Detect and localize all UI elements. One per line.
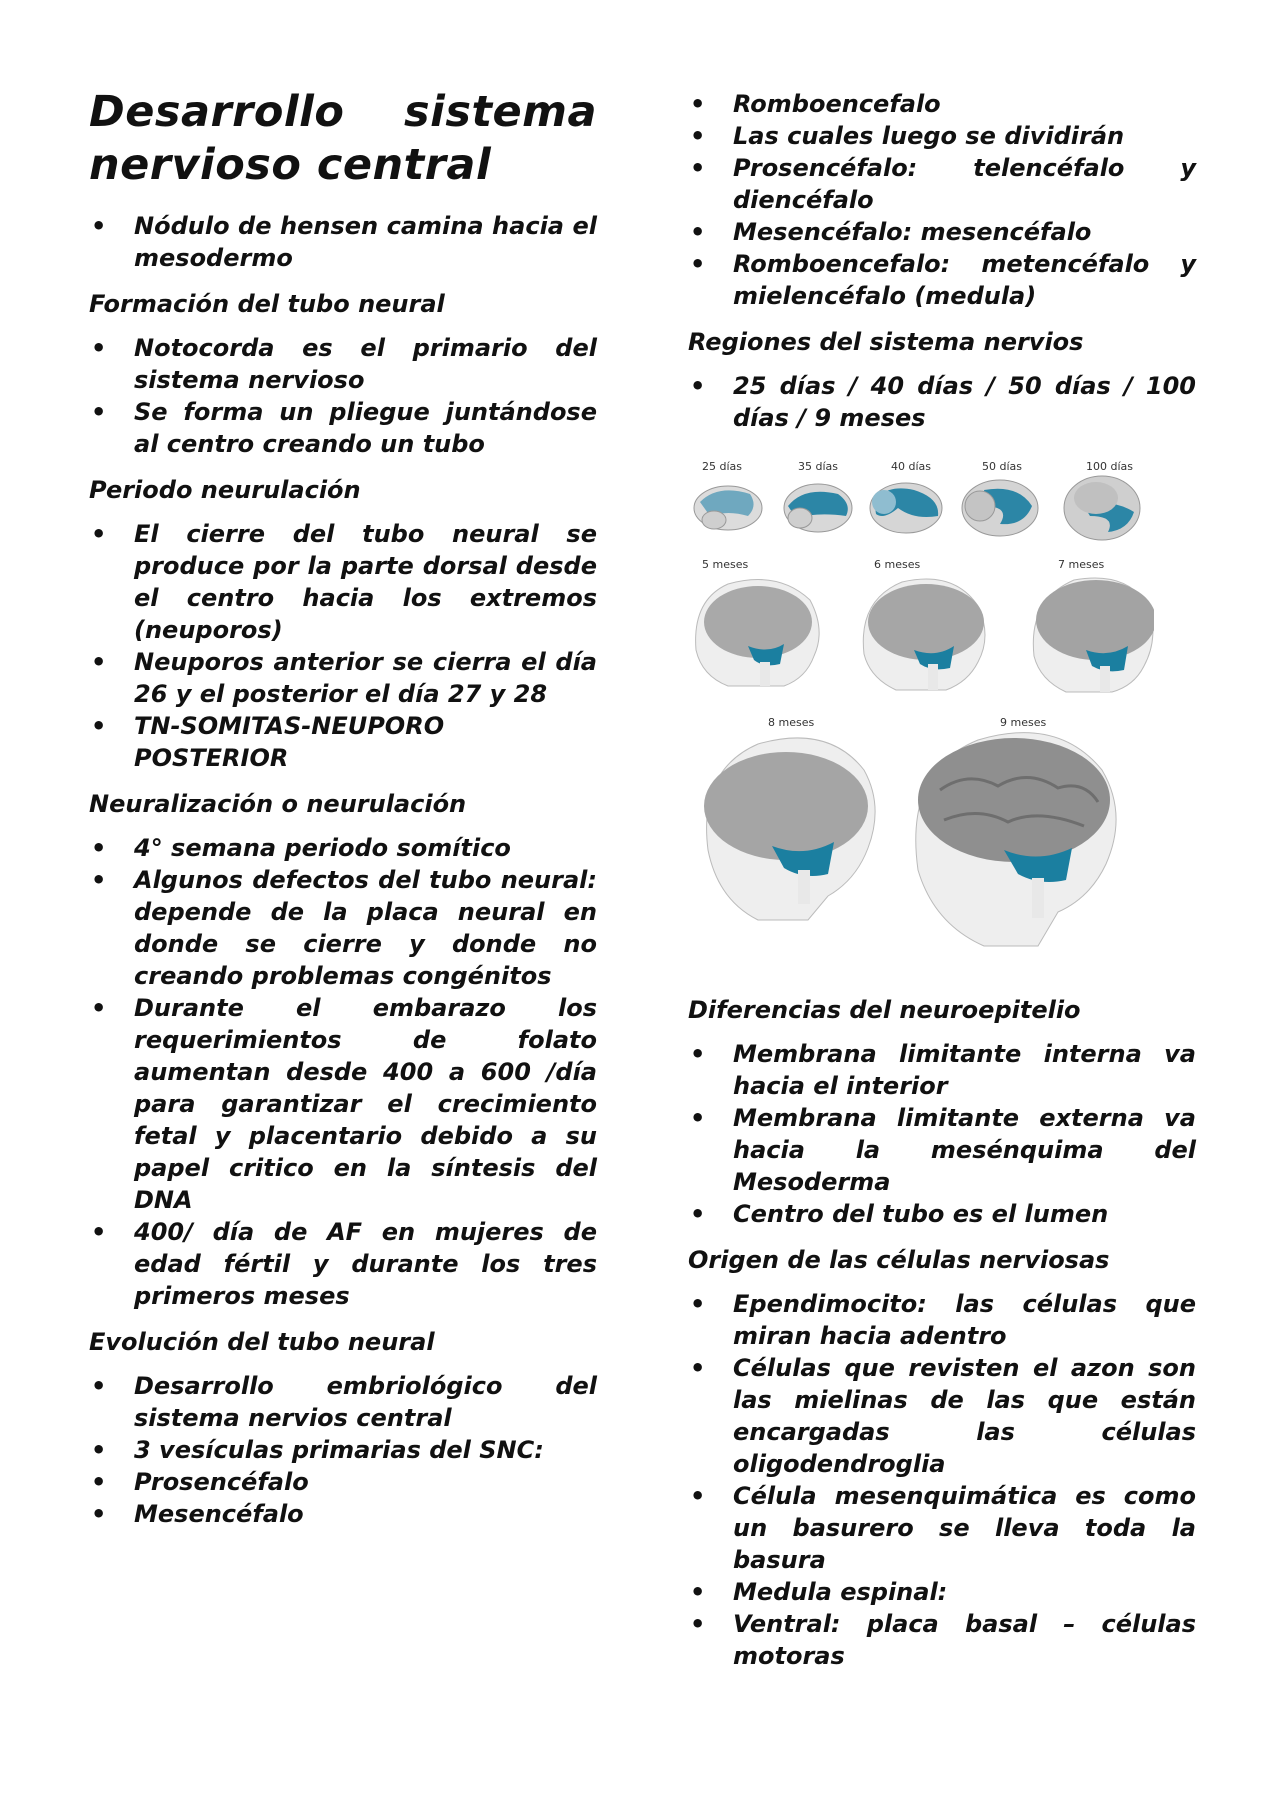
section-heading: Formación del tubo neural <box>89 290 445 318</box>
figure-label: 40 días <box>891 460 932 473</box>
list-item: • El cierre del tubo neural se produce por la parte dorsal desde el centro hacia los extremos (neuporos) <box>91 520 597 644</box>
vesicles-list <box>688 88 1196 312</box>
list-item: • Membrana limitante externa va hacia la mesénquima del Mesoderma <box>690 1104 1196 1196</box>
list-item: • Membrana limitante interna va hacia el interior <box>690 1040 1196 1100</box>
page-title <box>89 86 597 192</box>
list-item: • Durante el embarazo los requerimientos de folato aumentan desde 400 a 600 /día para garantizar el crecimiento fetal y placentario debido a su papel critico en la síntesis del DNA <box>91 994 597 1214</box>
list-item: • 25 días / 40 días / 50 días / 100 días / 9 meses <box>690 372 1196 432</box>
figure-label: 6 meses <box>874 558 921 571</box>
section-heading: Origen de las células nerviosas <box>688 1246 1110 1274</box>
intro-list <box>89 210 597 274</box>
section-heading: Evolución del tubo neural <box>89 1328 435 1356</box>
brain-development-illustration <box>688 450 1154 970</box>
section-list <box>89 518 597 774</box>
title-line-1: Desarrollo sistema <box>89 87 597 137</box>
figure-label: 35 días <box>798 460 839 473</box>
list-item: • Centro del tubo es el lumen <box>690 1200 1109 1228</box>
list-item: • Ventral: placa basal – células motoras <box>690 1610 1196 1670</box>
right-column <box>688 88 1196 1686</box>
head-8-meses <box>704 738 875 920</box>
figure-label: 25 días <box>702 460 743 473</box>
list-item: • Romboencefalo <box>690 90 941 118</box>
list-item: • 400/ día de AF en mujeres de edad fértil y durante los tres primeros meses <box>91 1218 597 1310</box>
section-heading: Diferencias del neuroepitelio <box>688 996 1081 1024</box>
list-item: • Ependimocito: las células que miran hacia adentro <box>690 1290 1196 1350</box>
figure-label: 50 días <box>982 460 1023 473</box>
list-item: • Prosencéfalo: telencéfalo y diencéfalo <box>690 154 1196 214</box>
list-item: • TN-SOMITAS-NEUPORO POSTERIOR <box>91 712 445 772</box>
head-7-meses <box>1033 578 1154 692</box>
embryo-50-dias <box>962 480 1038 536</box>
title-line-2: nervioso central <box>89 140 492 190</box>
embryo-35-dias <box>784 484 852 532</box>
embryo-100-dias <box>1064 476 1140 540</box>
list-item: • Notocorda es el primario del sistema nervioso <box>91 334 597 394</box>
list-item: • Romboencefalo: metencéfalo y mielencéfalo (medula) <box>690 250 1196 310</box>
section-heading: Periodo neurulación <box>89 476 361 504</box>
section-heading: Neuralización o neurulación <box>89 790 467 818</box>
figure-label: 100 días <box>1086 460 1134 473</box>
embryo-25-dias <box>694 486 762 530</box>
list-item: • Medula espinal: <box>690 1578 948 1606</box>
figure-label: 9 meses <box>1000 716 1047 729</box>
head-5-meses <box>696 580 820 686</box>
figure-label: 7 meses <box>1058 558 1105 571</box>
left-column <box>89 86 597 1544</box>
head-6-meses <box>863 579 985 690</box>
brain-development-figure <box>688 450 1154 970</box>
list-item: • Células que revisten el azon son las mielinas de las que están encargadas las células oligodendroglia <box>690 1354 1196 1478</box>
figure-label: 5 meses <box>702 558 749 571</box>
section-list <box>89 332 597 460</box>
list-item: • Desarrollo embriológico del sistema nervios central <box>91 1372 597 1432</box>
list-item: • Algunos defectos del tubo neural: depende de la placa neural en donde se cierre y donde no creando problemas congénitos <box>91 866 597 990</box>
list-item: • Nódulo de hensen camina hacia el mesodermo <box>91 212 597 272</box>
list-item: • Mesencéfalo: mesencéfalo <box>690 218 1092 246</box>
list-item: • Célula mesenquimática es como un basurero se lleva toda la basura <box>690 1482 1196 1574</box>
list-item: • Se forma un pliegue juntándose al centro creando un tubo <box>91 398 597 458</box>
section-heading: Regiones del sistema nervios <box>688 328 1084 356</box>
embryo-40-dias <box>870 483 942 533</box>
section-list <box>89 1370 597 1530</box>
section-list <box>89 832 597 1312</box>
section-list <box>688 370 1196 434</box>
list-item: • 4° semana periodo somítico <box>91 834 511 862</box>
list-item: • Prosencéfalo <box>91 1468 309 1496</box>
figure-label: 8 meses <box>768 716 815 729</box>
head-9-meses <box>916 733 1116 946</box>
list-item: • Neuporos anterior se cierra el día 26 y el posterior el día 27 y 28 <box>91 648 597 708</box>
list-item: • Las cuales luego se dividirán <box>690 122 1125 150</box>
section-list <box>688 1288 1196 1672</box>
section-list <box>688 1038 1196 1230</box>
list-item: • Mesencéfalo <box>91 1500 304 1528</box>
list-item: • 3 vesículas primarias del SNC: <box>91 1436 544 1464</box>
